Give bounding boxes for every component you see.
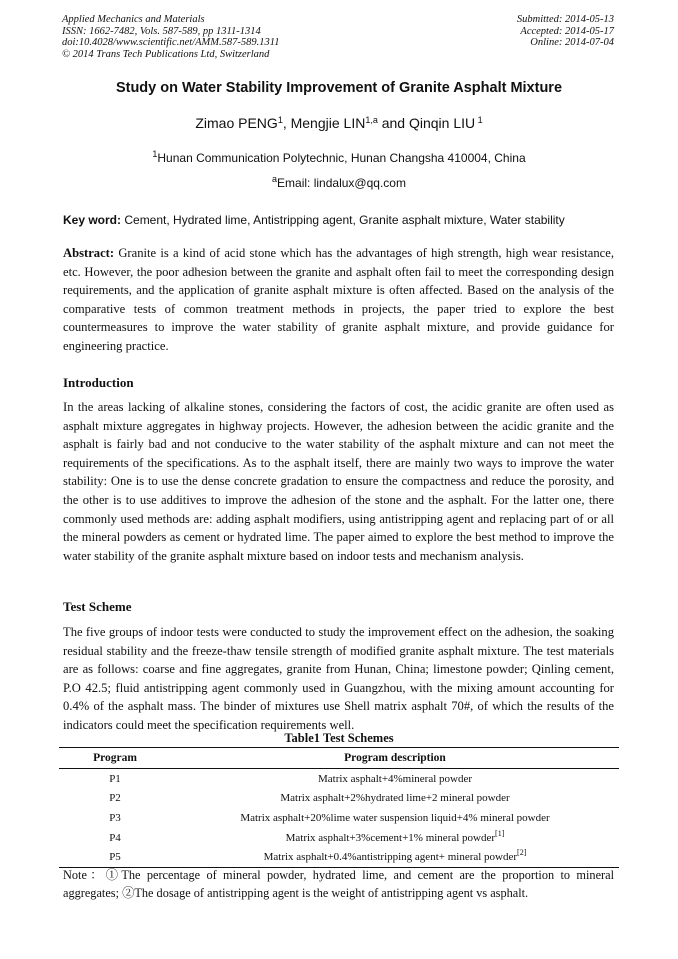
keywords-label: Key word: [63,213,122,227]
table-row [59,808,619,828]
description-cell [171,789,619,809]
author-name: Qinqin LIU [408,115,476,131]
abstract-label: Abstract: [63,246,115,260]
author-list [0,115,678,131]
doi: doi:10.4028/www.scientific.net/AMM.587-589.1311 [62,37,280,48]
description-text: Matrix asphalt+20%lime water suspension liquid+4% mineral powder [240,811,550,824]
keywords [63,213,623,227]
table-row [59,828,619,848]
author-affiliation-mark: 1 [277,115,283,125]
journal-name: Applied Mechanics and Materials [62,14,205,25]
description-text: Matrix asphalt+2%hydrated lime+2 mineral powder [280,792,510,805]
program-cell: P2 [109,792,121,805]
test-schemes-table [59,747,619,868]
submitted-date: Submitted: 2014-05-13 [516,14,614,25]
affiliation-text: Hunan Communication Polytechnic, Hunan Changsha 410004, China [157,151,526,165]
table-row [59,769,619,789]
introduction-text: In the areas lacking of alkaline stones, considering the factors of cost, the acidic granite are often used as asphalt mixture aggregates in highway projects. However, the adhesion between the acidic granite and the asphalt is fairly bad and not conducive to the water stability of the asphalt mixture and can not meet the requirements of the specifications. As to the asphalt itself, there are mainly two ways to improve the water stability: One is to use the dense concrete gradation to ensure the compactness and reduce the porosity, and the other is to use additives to improve the adhesion of the stone and the asphalt. For the latter one, there commonly used methods are: adding asphalt modifiers, using antistripping agent and replacing part of or all the mineral powders as cement or hydrated lime. The paper aimed to explore the best method to improve the water stability of the granite asphalt mixture based on indoor tests and mechanism analysis. [63,400,614,563]
email-mark: a [272,174,278,184]
abstract [63,244,614,356]
program-cell: P5 [59,847,171,867]
column-header-program: Program [59,748,171,769]
program-cell: P3 [109,811,121,824]
contact-email [0,176,678,190]
online-date: Online: 2014-07-04 [530,37,614,48]
table-row [59,847,619,867]
test-scheme-text: The five groups of indoor tests were conducted to study the improvement effect on the adhesion, the soaking residual stability and the freeze-thaw tensile strength of modified granite asphalt mixture. The test materials are as follows: coarse and fine aggregates, granite from Hunan, China; limestone powder; Qinling cement, P.O 42.5; fluid antistripping agent commonly used in Guangzhou, with the mixing amount accounting for 0.4% of the asphalt mass. The binder of mixtures use Shell matrix asphalt 70#, of which the results of the indicators could meet the specification requirements well. [63,625,614,732]
affiliation [0,151,678,165]
author-name: Mengjie LIN [290,115,366,131]
affiliation-mark: 1 [152,149,158,159]
description-cell [171,769,619,789]
accepted-date: Accepted: 2014-05-17 [520,25,614,37]
description-cell [171,808,619,828]
description-cell [171,847,619,867]
author-separator: and [377,115,409,131]
program-cell: P4 [109,831,121,844]
section-heading-introduction: Introduction [63,375,134,390]
program-cell: P1 [109,772,121,785]
description-cell [171,828,619,848]
column-header-description: Program description [171,748,619,769]
author-affiliation-mark: 1 [475,115,483,125]
keywords-text: Cement, Hydrated lime, Antistripping agent, Granite asphalt mixture, Water stability [121,213,565,227]
section-heading-test-scheme: Test Scheme [63,599,132,614]
table-header-row [59,748,619,769]
citation-mark: [2] [517,848,527,858]
description-text: Matrix asphalt+3%cement+1% mineral powder [285,831,496,844]
paper-title: Study on Water Stability Improvement of Granite Asphalt Mixture [115,80,563,96]
email-text: Email: lindalux@qq.com [277,176,406,190]
issn: ISSN: 1662-7482, Vols. 587-589, pp 1311-1314 [62,25,261,37]
author-affiliation-mark: 1,a [365,115,378,125]
journal-info [62,14,279,60]
author-name: Zimao PENG [195,115,278,131]
citation-mark: [1] [495,828,505,838]
author-separator: , [282,115,291,131]
table-caption: Table1 Test Schemes [284,731,394,745]
description-text: Matrix asphalt+4%mineral powder [317,772,473,785]
table-row [59,789,619,809]
abstract-text: Granite is a kind of acid stone which has the advantages of high strength, high wear resistance, etc. However, the poor adhesion between the granite and asphalt often fail to meet the corresponding design requirements, and the application of granite asphalt mixture is often affected. Based on the analysis of the comparative tests of common treatment methods in projects, the paper tried to explore the best countermeasures to improve the water stability of granite asphalt mixture, and provide guidance for engineering practice. [63,246,614,353]
publication-dates [517,14,614,49]
copyright: © 2014 Trans Tech Publications Ltd, Switzerland [62,48,270,60]
table-note: Note：①The percentage of mineral powder, hydrated lime, and cement are the proportion to mineral aggregates; ②The dosage of antistripping agent is the weight of antistripping agent vs asphalt. [63,868,614,900]
description-text: Matrix asphalt+0.4%antistripping agent+ mineral powder [263,851,518,864]
